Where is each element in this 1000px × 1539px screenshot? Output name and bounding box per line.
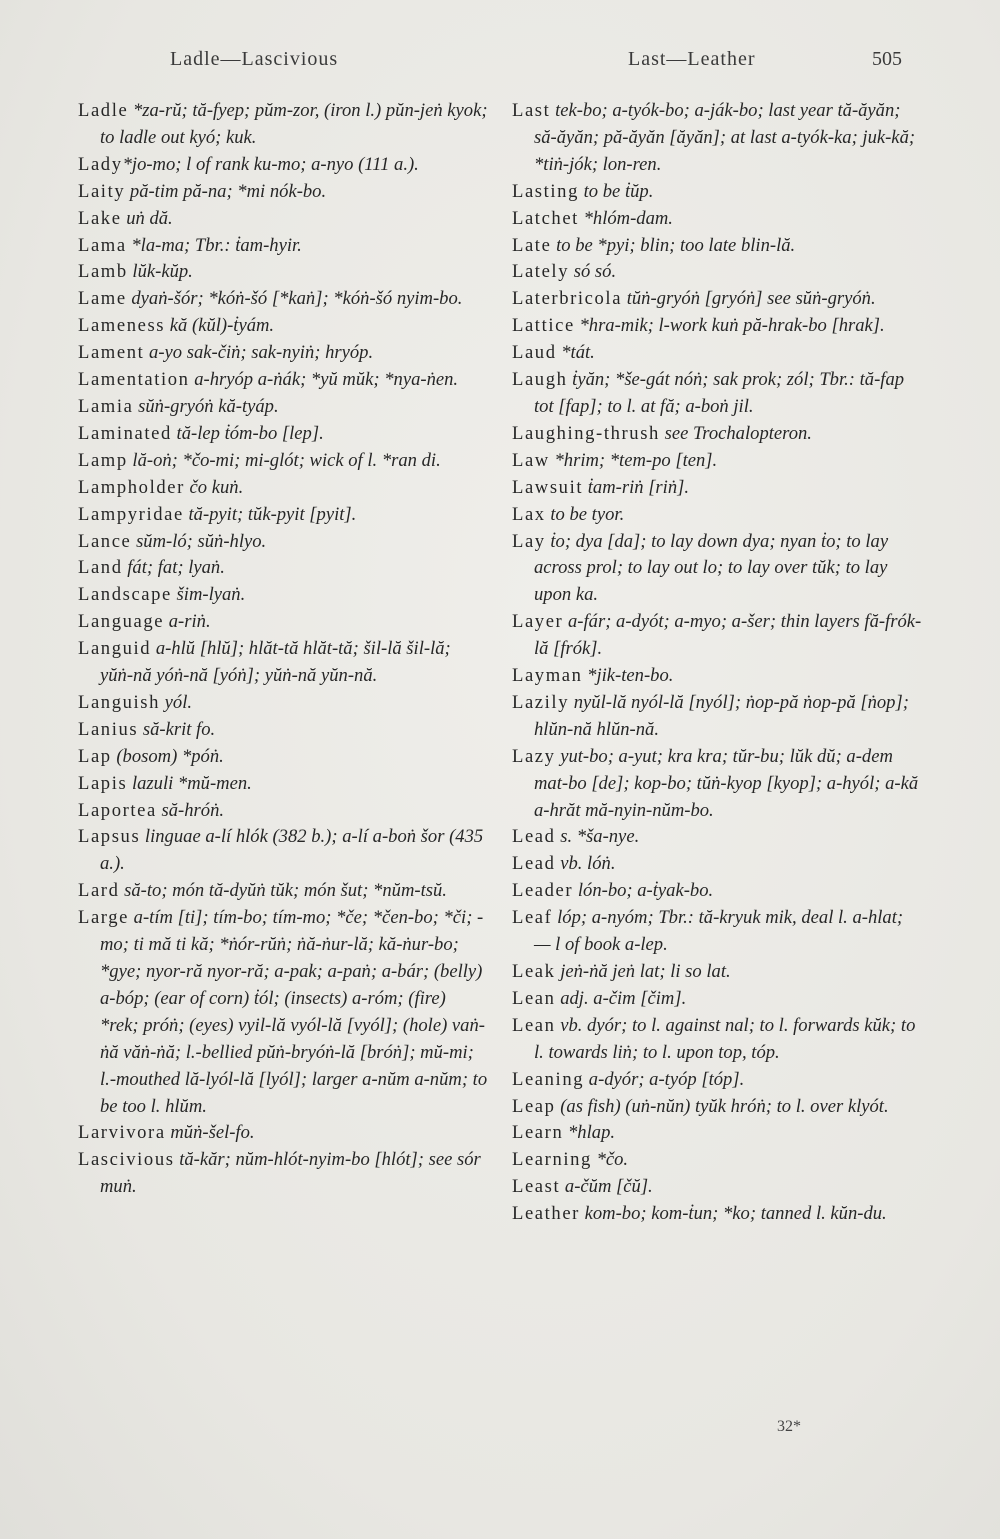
entry-definition: ṫam-riṅ [riṅ]. bbox=[583, 476, 690, 498]
headword: Lap bbox=[78, 745, 112, 767]
entry-definition: a-yo sak-čiṅ; sak-nyiṅ; hryóp. bbox=[144, 342, 374, 364]
dictionary-entry bbox=[78, 313, 488, 340]
dictionary-entry bbox=[512, 986, 922, 1013]
headword: Laity bbox=[78, 180, 126, 202]
left-column bbox=[78, 98, 488, 1201]
dictionary-entry bbox=[512, 1094, 922, 1121]
entry-definition: s. *ša-nye. bbox=[555, 826, 640, 848]
headword: Last bbox=[512, 100, 551, 121]
headword: Latchet bbox=[512, 207, 579, 229]
headword: Lapis bbox=[78, 772, 128, 794]
dictionary-entry bbox=[512, 286, 922, 313]
headword: Leaf bbox=[512, 907, 553, 929]
entry-definition: *hra-mik; l-work kuṅ pă-hrak-bo [hrak]. bbox=[574, 315, 885, 337]
entry-definition: a-dyór; a-tyóp [tóp]. bbox=[584, 1068, 745, 1090]
dictionary-entry bbox=[512, 313, 922, 340]
dictionary-entry bbox=[78, 609, 488, 636]
dictionary-entry bbox=[512, 448, 922, 475]
entry-definition: *čo. bbox=[591, 1149, 629, 1171]
headword: Lampholder bbox=[78, 476, 185, 498]
headword: Leak bbox=[512, 961, 556, 982]
entry-definition: (bosom) *póṅ. bbox=[111, 745, 224, 767]
headword: Laugh bbox=[512, 369, 568, 391]
entry-definition: sŭm-ló; sŭṅ-hlyo. bbox=[131, 530, 267, 552]
headword: Lamp bbox=[78, 449, 128, 471]
entry-definition: a-hlŭ [hlŭ]; hlăt-tă hlăt-tă; šil-lă šil-lă; yŭṅ-nă yóṅ-nă [yóṅ]; yŭṅ-nă yŭn-nă. bbox=[100, 638, 451, 687]
entry-definition: să-hróṅ. bbox=[156, 799, 225, 821]
dictionary-entry bbox=[78, 1147, 488, 1201]
entry-definition: fát; fat; lyaṅ. bbox=[122, 557, 225, 579]
headword: Lascivious bbox=[78, 1149, 175, 1171]
headword: Ladle bbox=[78, 100, 129, 121]
dictionary-entry bbox=[78, 798, 488, 825]
dictionary-entry bbox=[512, 663, 922, 690]
headword: Lapsus bbox=[78, 826, 141, 848]
headword: Lame bbox=[78, 288, 127, 310]
dictionary-entry bbox=[78, 502, 488, 529]
entry-definition: kom-bo; kom-ṫun; *ko; tanned l. kŭn-du. bbox=[579, 1203, 887, 1225]
dictionary-entry bbox=[512, 959, 922, 986]
entry-definition: ṫo; dya [da]; to lay down dya; nyan ṫo; to lay across prol; to lay out lo; to lay over tŭk; to lay upon ka. bbox=[534, 530, 889, 606]
dictionary-entry bbox=[512, 179, 922, 206]
headword: Lead bbox=[512, 853, 556, 875]
dictionary-entry bbox=[78, 690, 488, 717]
headword: Lamb bbox=[78, 261, 128, 283]
entry-definition: linguae a-lí hlók (382 b.); a-lí a-boṅ šor (435 a.). bbox=[100, 826, 484, 875]
headword: Layer bbox=[512, 611, 564, 633]
dictionary-entry bbox=[512, 1067, 922, 1094]
dictionary-entry bbox=[78, 394, 488, 421]
dictionary-entry bbox=[512, 690, 922, 744]
entry-definition: să-to; món tă-dyŭṅ tŭk; món šut; *nŭm-tsŭ. bbox=[119, 880, 447, 902]
dictionary-entry bbox=[78, 905, 488, 1120]
headword: Lately bbox=[512, 261, 570, 283]
headword: Laportea bbox=[78, 799, 157, 821]
entry-definition: *hrim; *tem-po [ten]. bbox=[549, 449, 718, 471]
signature-mark: 32* bbox=[777, 1418, 801, 1435]
dictionary-entry bbox=[78, 98, 488, 152]
dictionary-entry bbox=[78, 233, 488, 260]
headword: Lead bbox=[512, 826, 556, 848]
headword: Lamentation bbox=[78, 369, 190, 391]
dictionary-entry bbox=[512, 529, 922, 610]
entry-definition: kă (kŭl)-ṫyám. bbox=[165, 315, 275, 337]
headword: Lax bbox=[512, 503, 546, 525]
entry-definition: lă-oṅ; *čo-mi; mi-glót; wick of l. *ran di. bbox=[127, 449, 441, 471]
entry-definition: lazuli *mŭ-men. bbox=[127, 772, 252, 794]
dictionary-entry bbox=[512, 851, 922, 878]
headword: Layman bbox=[512, 665, 583, 687]
dictionary-entry bbox=[78, 555, 488, 582]
entry-definition: *la-ma; Tbr.: ṫam-hyir. bbox=[126, 234, 302, 256]
entry-definition: *jo-mo; l of rank ku-mo; a-nyo (111 a.). bbox=[122, 153, 419, 175]
entry-definition: sŭṅ-gryóṅ kă-tyáp. bbox=[133, 395, 279, 417]
dictionary-entry bbox=[78, 744, 488, 771]
entry-definition: a-riṅ. bbox=[164, 611, 211, 633]
entry-definition: *tát. bbox=[556, 342, 595, 364]
entry-definition: să-krit fo. bbox=[138, 718, 216, 740]
dictionary-entry bbox=[78, 206, 488, 233]
headword: Lake bbox=[78, 207, 122, 229]
entry-definition: tă-pyit; tŭk-pyit [pyit]. bbox=[183, 503, 357, 525]
dictionary-entry bbox=[512, 1147, 922, 1174]
headword: Lampyridae bbox=[78, 503, 184, 525]
entry-definition: vb. lóṅ. bbox=[555, 853, 616, 875]
entry-definition: tă-kăr; nŭm-hlót-nyim-bo [hlót]; see sór muṅ. bbox=[100, 1149, 481, 1198]
dictionary-entry bbox=[78, 152, 488, 179]
entry-definition: *hlóm-dam. bbox=[578, 207, 673, 229]
dictionary-entry bbox=[512, 502, 922, 529]
headword: Languid bbox=[78, 638, 152, 660]
headword: Lady bbox=[78, 153, 123, 175]
headword: Lamia bbox=[78, 395, 134, 417]
headword: Laughing-thrush bbox=[512, 422, 660, 444]
dictionary-entry bbox=[78, 448, 488, 475]
headword: Leap bbox=[512, 1095, 556, 1117]
entry-definition: to be ṫŭp. bbox=[578, 180, 654, 202]
dictionary-entry bbox=[78, 878, 488, 905]
dictionary-entry bbox=[78, 421, 488, 448]
entry-definition: só só. bbox=[569, 261, 617, 283]
entry-definition: *jik-ten-bo. bbox=[582, 665, 674, 687]
headword: Land bbox=[78, 557, 123, 579]
entry-definition: a-fár; a-dyót; a-myo; a-šer; thin layers fă-frók-lă [frók]. bbox=[534, 611, 922, 660]
dictionary-entry bbox=[78, 717, 488, 744]
entry-definition: lón-bo; a-ṫyak-bo. bbox=[573, 880, 714, 902]
entry-definition: ṫyăn; *še-gát nóṅ; sak prok; zól; Tbr.: tă-fap tot [fap]; to l. at fă; a-boṅ jil. bbox=[534, 369, 905, 417]
entry-definition: to be *pyi; blin; too late blin-lă. bbox=[551, 234, 796, 256]
headword: Lattice bbox=[512, 315, 575, 337]
entry-definition: lóp; a-nyóm; Tbr.: tă-kryuk mik, deal l. a-hlat; — l of book a-lep. bbox=[534, 907, 904, 956]
entry-definition: to be tyor. bbox=[545, 503, 625, 525]
headword: Landscape bbox=[78, 584, 172, 606]
dictionary-entry bbox=[78, 582, 488, 609]
dictionary-entry bbox=[512, 367, 922, 421]
dictionary-entry bbox=[512, 905, 922, 959]
dictionary-entry bbox=[78, 340, 488, 367]
headword: Leader bbox=[512, 880, 574, 902]
running-head-right: Last—Leather bbox=[628, 48, 756, 70]
entry-definition: yut-bo; a-yut; kra kra; tŭr-bu; lŭk dŭ; a-dem mat-bo [de]; kop-bo; tŭṅ-kyop [kyop]; a-hyól; a-kă a-hrăt mă-nyin-nŭm-bo. bbox=[534, 745, 919, 821]
headword: Law bbox=[512, 449, 550, 471]
dictionary-entry bbox=[512, 98, 922, 179]
headword: Laminated bbox=[78, 422, 172, 444]
entry-definition: uṅ dă. bbox=[121, 207, 173, 229]
headword: Learning bbox=[512, 1149, 592, 1171]
headword: Lameness bbox=[78, 315, 166, 337]
page-number: 505 bbox=[872, 48, 902, 70]
entry-definition: pă-tim pă-na; *mi nók-bo. bbox=[125, 180, 327, 202]
entry-definition: *hlap. bbox=[563, 1122, 616, 1144]
entry-definition: (as fish) (uṅ-nŭn) tyŭk hróṅ; to l. over klyót. bbox=[555, 1095, 889, 1117]
headword: Laterbricola bbox=[512, 288, 623, 310]
dictionary-entry bbox=[78, 824, 488, 878]
entry-definition: see Trochalopteron. bbox=[659, 422, 812, 444]
entry-definition: mŭṅ-šel-fo. bbox=[165, 1122, 255, 1144]
dictionary-entry bbox=[78, 179, 488, 206]
headword: Lard bbox=[78, 880, 120, 902]
headword: Late bbox=[512, 234, 552, 256]
headword: Leather bbox=[512, 1203, 580, 1225]
dictionary-entry bbox=[78, 259, 488, 286]
entry-definition: tă-lep ṫóm-bo [lep]. bbox=[171, 422, 324, 444]
dictionary-entry bbox=[512, 1174, 922, 1201]
entry-definition: vb. dyór; to l. against nal; to l. forwards kŭk; to l. towards liṅ; to l. upon top, tóp. bbox=[534, 1014, 916, 1063]
headword: Leaning bbox=[512, 1068, 585, 1090]
running-head-left: Ladle—Lascivious bbox=[170, 48, 339, 70]
headword: Lanius bbox=[78, 718, 139, 740]
entry-definition: tŭṅ-gryóṅ [gryóṅ] see sŭṅ-gryóṅ. bbox=[622, 288, 876, 310]
dictionary-entry bbox=[512, 744, 922, 825]
entry-definition: šim-lyaṅ. bbox=[171, 584, 246, 606]
headword: Larvivora bbox=[78, 1122, 166, 1144]
entry-definition: a-čŭm [čŭ]. bbox=[560, 1176, 653, 1198]
entry-definition: čo kuṅ. bbox=[184, 476, 244, 498]
entry-definition: dyaṅ-šór; *kóṅ-šó [*kaṅ]; *kóṅ-šó nyim-bo. bbox=[126, 288, 463, 310]
dictionary-entry bbox=[78, 636, 488, 690]
dictionary-entry bbox=[78, 771, 488, 798]
dictionary-entry bbox=[512, 233, 922, 260]
entry-definition: adj. a-čim [čim]. bbox=[555, 987, 687, 1009]
dictionary-entry bbox=[78, 367, 488, 394]
headword: Learn bbox=[512, 1122, 564, 1144]
dictionary-entry bbox=[512, 1201, 922, 1228]
entry-definition: tek-bo; a-tyók-bo; a-ják-bo; last year tă-ăyăn; să-ăyăn; pă-ăyăn [ăyăn]; at last a-tyók-ka; juk-kă; *tiṅ-jók; lon-ren. bbox=[534, 100, 916, 175]
dictionary-entry bbox=[512, 259, 922, 286]
dictionary-entry bbox=[512, 340, 922, 367]
headword: Lazy bbox=[512, 745, 556, 767]
entry-definition: nyŭl-lă nyól-lă [nyól]; ṅop-pă ṅop-pă [ṅop]; hlŭn-nă hlŭn-nă. bbox=[534, 691, 909, 740]
headword: Lazily bbox=[512, 691, 570, 713]
entry-definition: yól. bbox=[160, 691, 193, 713]
dictionary-entry bbox=[512, 824, 922, 851]
entry-definition: a-tím [ti]; tím-bo; tím-mo; *če; *čen-bo; *či; -mo; ti mă ti kă; *ṅór-rŭṅ; ṅă-ṅur-lă; kă-ṅur-bo; *gye; nyor-ră nyor-ră; a-pak; a-paṅ; a-bár; (belly) a-bóp; (ear of corn) ṫól; (insects) a-róm; (fire) *rek; próṅ; (eyes) vyil-lă vyól-lă [vyól]; (hole) vaṅ-ṅă văṅ-ṅă; l.-bellied pŭṅ-bryóṅ-lă [bróṅ]; mŭ-mi; l.-mouthed lă-lyól-lă [lyól]; larger a-nŭm a-nŭm; to be too l. hlŭm. bbox=[100, 907, 488, 1117]
headword: Lance bbox=[78, 530, 132, 552]
entry-definition: a-hryóp a-ṅák; *yŭ mŭk; *nya-ṅen. bbox=[189, 369, 459, 391]
dictionary-entry bbox=[512, 475, 922, 502]
headword: Lama bbox=[78, 234, 127, 256]
headword: Laud bbox=[512, 342, 557, 364]
dictionary-entry bbox=[512, 609, 922, 663]
dictionary-entry bbox=[78, 529, 488, 556]
entry-definition: *za-rŭ; tă-fyep; pŭm-zor, (iron l.) pŭn-jeṅ kyok; to ladle out kyó; kuk. bbox=[100, 100, 488, 148]
dictionary-entry bbox=[512, 206, 922, 233]
headword: Languish bbox=[78, 691, 160, 713]
headword: Least bbox=[512, 1176, 561, 1198]
headword: Lawsuit bbox=[512, 476, 584, 498]
headword: Lay bbox=[512, 530, 546, 552]
dictionary-entry bbox=[78, 1120, 488, 1147]
dictionary-entry bbox=[512, 1120, 922, 1147]
entry-definition: lŭk-kŭp. bbox=[127, 261, 193, 283]
entry-definition: jeṅ-ṅă jeṅ lat; li so lat. bbox=[555, 961, 731, 982]
headword: Language bbox=[78, 611, 165, 633]
headword: Lament bbox=[78, 342, 145, 364]
headword: Lean bbox=[512, 987, 556, 1009]
dictionary-entry bbox=[512, 421, 922, 448]
dictionary-entry bbox=[512, 878, 922, 905]
headword: Lean bbox=[512, 1014, 556, 1036]
headword: Lasting bbox=[512, 180, 579, 202]
dictionary-entry bbox=[78, 286, 488, 313]
dictionary-entry bbox=[512, 1013, 922, 1067]
headword: Large bbox=[78, 907, 130, 929]
dictionary-entry bbox=[78, 475, 488, 502]
right-column bbox=[512, 98, 922, 1228]
